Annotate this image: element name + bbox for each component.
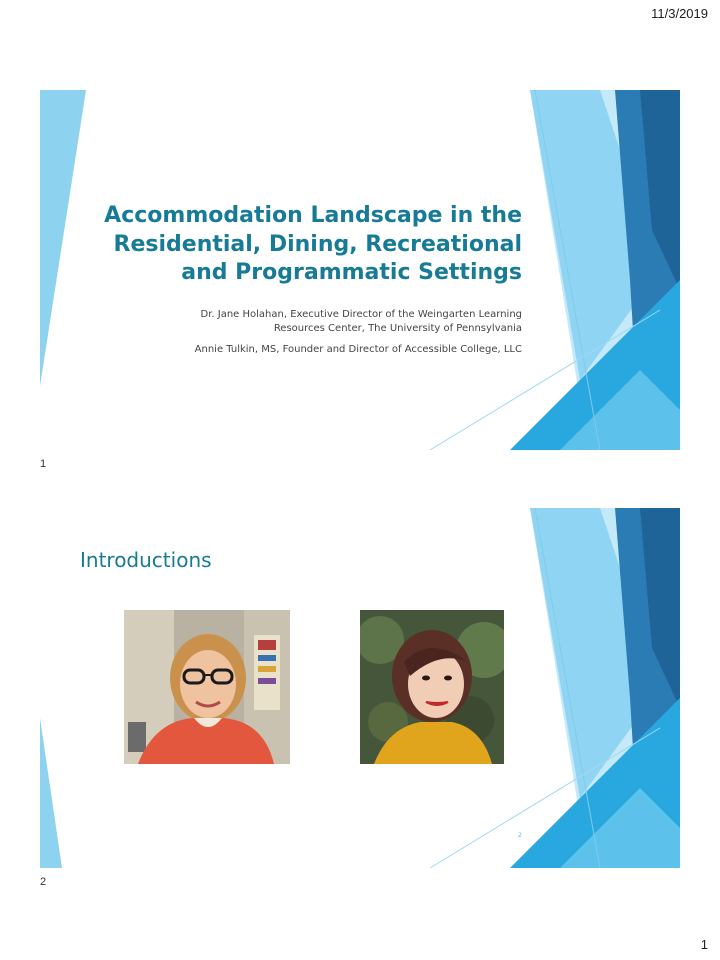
- slide-1-number: 1: [40, 458, 47, 470]
- slide-1-title: [102, 202, 522, 288]
- title-line: Accommodation Landscape in the: [104, 203, 522, 228]
- subtitle-line: Resources Center, The University of Pennsylvania: [273, 322, 522, 334]
- slide-2-footer-number: 2: [518, 832, 522, 839]
- slide-1-subtitle: [142, 308, 522, 357]
- subtitle-line: Annie Tulkin, MS, Founder and Director of Accessible College, LLC: [194, 344, 522, 355]
- woman-with-red-lipstick-photo: [360, 610, 504, 764]
- title-line: and Programmatic Settings: [181, 260, 522, 286]
- header-date: 11/3/2019: [651, 6, 708, 21]
- slide-2-title: Introductions: [80, 548, 212, 572]
- title-line: Residential, Dining, Recreational: [113, 231, 522, 257]
- slide-2-number: 2: [40, 876, 47, 888]
- woman-with-glasses-photo: [124, 610, 290, 764]
- slide-1: [40, 90, 680, 450]
- left-accent-triangle: [40, 718, 62, 868]
- page-number: 1: [700, 937, 708, 952]
- subtitle-line: Dr. Jane Holahan, Executive Director of the Weingarten Learning: [200, 309, 522, 320]
- left-accent-triangle: [40, 90, 86, 386]
- slide-2: [40, 508, 680, 868]
